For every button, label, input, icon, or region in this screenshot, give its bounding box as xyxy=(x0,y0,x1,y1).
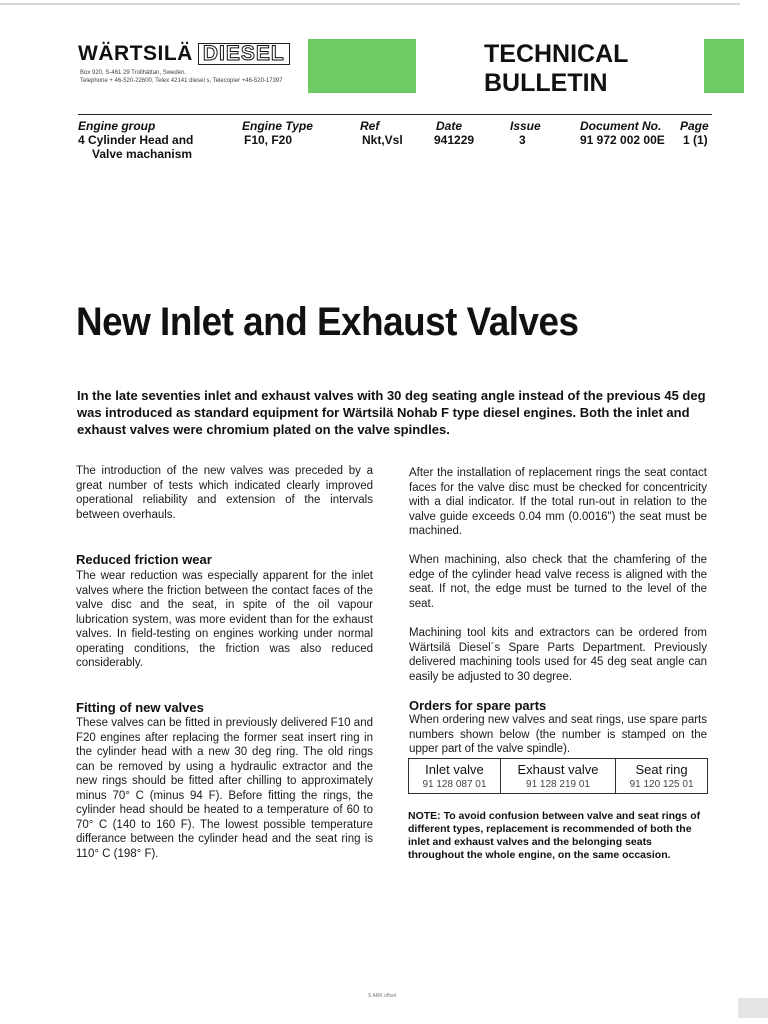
fitting-paragraph: These valves can be fitted in previously delivered F10 and F20 engines after replacing the former seat insert ring in the cylinder head with a new 30 deg ring. The old rings can be removed by using a hydraulic extractor and the new rings should be fitted after chilling to approximately minus 70° C (minus 94 F). Before fitting the rings, the cylinder head should be heated to a temperature of 60 to 70° C (140 to 160 F). The lowest possible temperature differance between the cylinder head and the seat ring is 110° C (198° F). xyxy=(76,717,373,860)
page-value: 1 (1) xyxy=(683,133,708,147)
orders-heading: Orders for spare parts xyxy=(409,698,547,713)
ref-value: Nkt,Vsl xyxy=(362,133,403,147)
engine-type-label: Engine Type xyxy=(242,119,313,133)
company-logo xyxy=(78,42,290,66)
intro-paragraph: The introduction of the new valves was preceded by a great number of tests which indicated clearly improved operational reliability and extension of the intervals between overhauls. xyxy=(76,465,373,521)
parts-header-exhaust: Exhaust valve xyxy=(500,759,615,779)
page-label: Page xyxy=(680,119,709,133)
bulletin-headline: New Inlet and Exhaust Valves xyxy=(76,300,579,344)
company-contact: Telephone + 46-520-22600, Telex 42141 diesel s, Telecopier +46-520-17397 xyxy=(80,78,283,84)
scan-corner-shade xyxy=(738,998,768,1018)
engine-type-value: F10, F20 xyxy=(244,133,293,147)
date-value: 941229 xyxy=(434,133,475,147)
friction-paragraph: The wear reduction was especially apparent for the inlet valves where the friction between the contact faces of the valve disc and the seat, in spite of the oil vapour lubrication system, was more evident than for the exhaust valves. In field-testing on engines working under normal operating conditions, the friction was also reduced considerably. xyxy=(76,570,373,669)
printer-mark: S ARK offset xyxy=(368,993,397,999)
bulletin-title: TECHNICAL BULLETIN xyxy=(484,40,629,97)
machining-paragraph: When machining, also check that the chamfering of the edge of the cylinder head valve recess is aligned with the seat. If not, the edge must be turned to the level of the seat. xyxy=(409,554,707,610)
top-rule xyxy=(0,3,740,5)
issue-label: Issue xyxy=(510,119,541,133)
installation-paragraph: After the installation of replacement rings the seat contact faces for the valve disc must be checked for concentricity with a dial indicator. If the total run-out in relation to the valve guide exceeds 0.04 mm (0.0016") the seat must be machined. xyxy=(409,467,707,537)
table-row xyxy=(409,778,708,794)
issue-value: 3 xyxy=(519,133,526,147)
parts-number-exhaust: 91 128 219 01 xyxy=(500,778,615,794)
header-accent-block-right xyxy=(704,39,744,93)
spare-parts-table xyxy=(408,758,708,794)
logo-diesel: DIESEL xyxy=(198,43,290,65)
parts-header-seat: Seat ring xyxy=(616,759,708,779)
parts-number-seat: 91 120 125 01 xyxy=(616,778,708,794)
date-label: Date xyxy=(436,119,463,133)
parts-header-inlet: Inlet valve xyxy=(409,759,501,779)
table-row xyxy=(409,759,708,779)
document-no-value: 91 972 002 00E xyxy=(580,133,665,147)
document-no-label: Document No. xyxy=(580,119,662,133)
company-address: Box 920, S-461 29 Trollhättan, Sweden. xyxy=(80,70,187,76)
note-paragraph: NOTE: To avoid confusion between valve and seat rings of different types, replacement is recommended of both the inlet and exhaust valves and the belonging seats throughout the whole engine, on the same occasion. xyxy=(408,810,701,861)
friction-heading: Reduced friction wear xyxy=(76,552,212,567)
fitting-heading: Fitting of new valves xyxy=(76,700,204,715)
parts-number-inlet: 91 128 087 01 xyxy=(409,778,501,794)
lead-paragraph: In the late seventies inlet and exhaust valves with 30 deg seating angle instead of the previous 45 deg was introduced as standard equipment for Wärtsilä Nohab F type diesel engines. Both the inlet and exhaust valves were chromium plated on the valve spindles. xyxy=(77,388,706,437)
header-accent-block xyxy=(308,39,416,93)
ref-label: Ref xyxy=(360,119,380,133)
logo-wordmark: WÄRTSILÄ xyxy=(78,42,193,65)
engine-group-label: Engine group xyxy=(78,119,156,133)
engine-group-value: 4 Cylinder Head and Valve machanism xyxy=(78,133,194,161)
orders-paragraph: When ordering new valves and seat rings, use spare parts numbers shown below (the number is stamped on the upper part of the valve spindle). xyxy=(409,714,707,755)
meta-rule xyxy=(78,114,712,115)
tool-kits-paragraph: Machining tool kits and extractors can be ordered from Wärtsilä Diesel´s Spare Parts Department. Previously delivered machining tools used for 45 deg seat angle can easily be adjusted to 30 degree. xyxy=(409,627,707,683)
